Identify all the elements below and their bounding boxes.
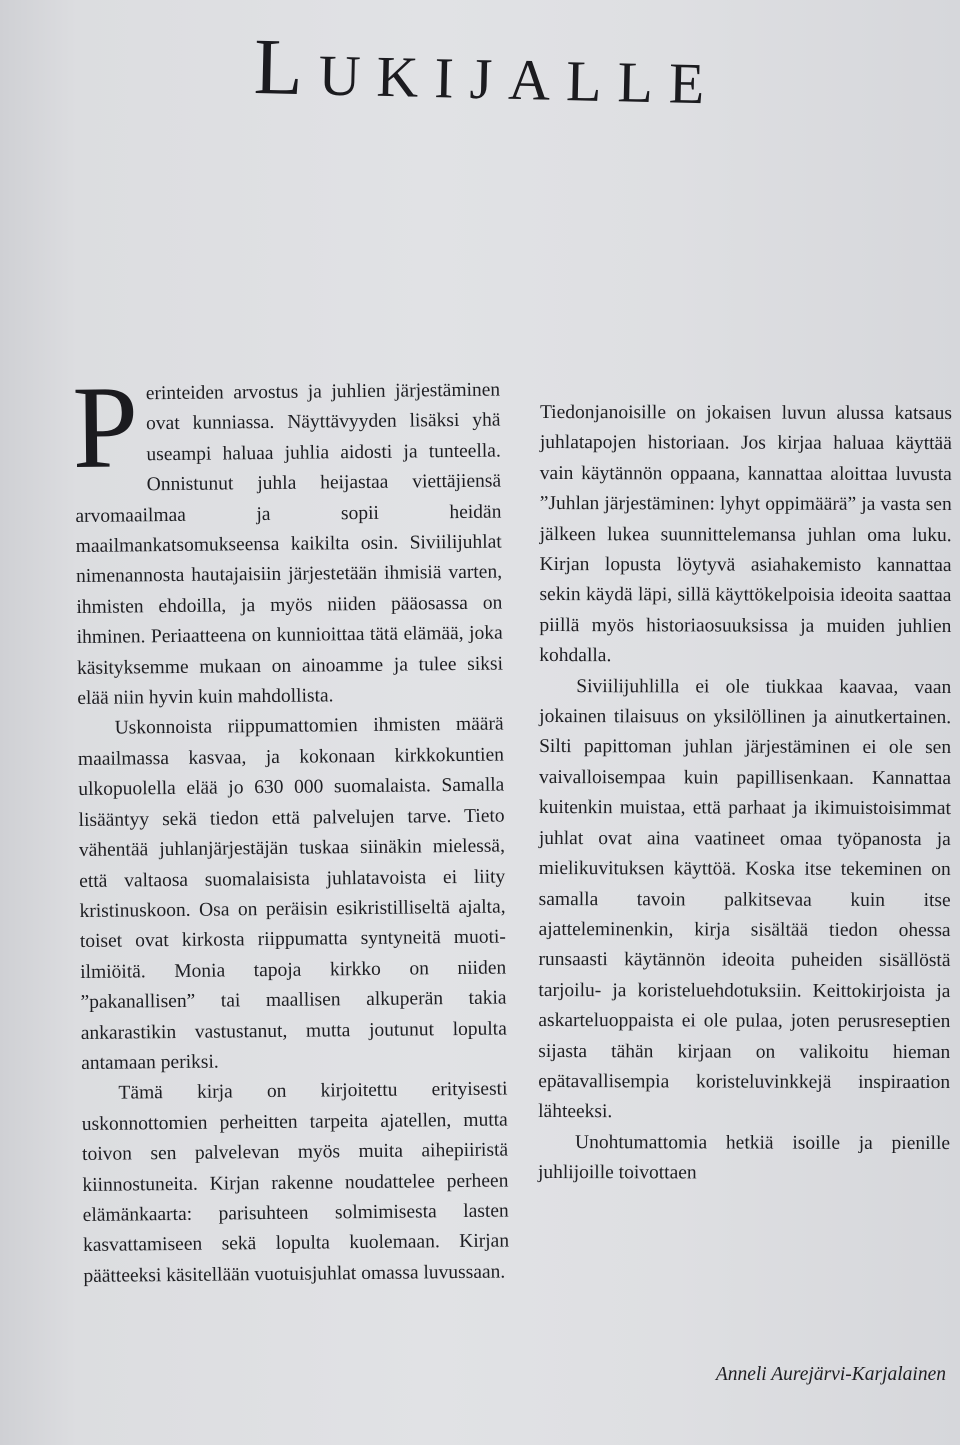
right-paragraph-3: Unohtumattomia hetkiä isoille ja pienille juhlijoille toivottaen: [537, 1131, 951, 1184]
author-signature: Anneli Aurejärvi-Karjalainen: [715, 1364, 946, 1385]
drop-cap: P: [71, 361, 139, 494]
title-rest: UKIJALLE: [317, 42, 722, 117]
left-paragraph-3: Tämä kirja on kirjoitettu erityisesti uskonnottomien perheitten tarpeita ajatellen, mutta toivon sen palvelevan myös muita aihepiiristä kiinnostuneita. Kirjan rakenne noudattelee perheen elämänkaarta: parisuhteen solmimisesta lasten kasvattamiseen sekä lopulta kuolemaan. Kirjan päätteeksi käsitellään vuotuisjuhlat omassa luvussaan.: [81, 1078, 510, 1287]
left-paragraph-1: [71, 361, 504, 715]
right-paragraph-2: Siviilijuhlilla ei ole tiukkaa kaavaa, vaan jokainen tilaisuus on yksilöllinen ja ainutkertainen. Silti papittoman juhlan järjestäminen ei ole sen vaivalloisempaa kuin papillisenkaan. Kannattaa kuitenkin muistaa, että parhaat ja ikimuistoisimmat juhlat ovat aina vaatineet omaa työpanosta ja mielikuvituksen käyttöä. Koska itse tekeminen on samalla tavoin palkitsevaa kuin itse ajatteleminenkin, kirja sisältää tiedon ohessa runsaasti käytännön ideoita puheiden sisällöstä tarjoilu- ja koristeluehdotuksiin. Keittokirjoista ja askarteluoppaista ei ole pulaa, joten perusreseptien sijasta tähän kirjaan on valikoitu hieman epätavallisempia koristeluvinkkejä inspiraation lähteeksi.: [538, 675, 952, 1123]
right-text-column: [538, 398, 952, 1190]
title-initial: L: [252, 22, 320, 113]
page-title: [252, 22, 722, 123]
left-paragraph-2: Uskonnoista riippumattomien ihmisten määrä maailmassa kasvaa, ja kokonaan kirkkokuntien ulkopuolella elää jo 630 000 suomalaista. Samalla lisääntyy sekä tiedon että palvelujen tarve. Tieto vähentää juhlanjärjestäjän tuskaa siinäkin mielessä, että valtaosa suomalaisista juhlatavoista ei liity kristinuskoon. Osa on peräisin esikristilliseltä ajalta, toiset ovat kirkosta riippumatta syntyneitä muoti-ilmiöitä. Monia tapoja kirkko on niiden ”pakanallisen” tai maallisen alkuperän takia ankarastikin vastustanut, mutta joutunut lopulta antamaan periksi.: [77, 713, 507, 1074]
left-text-column: [71, 361, 510, 1293]
right-paragraph-1: Tiedonjanoisille on jokaisen luvun alussa katsaus juhlatapojen historiaan. Jos kirjaa haluaa käyttää vain käytännön oppaana, kannattaa aloittaa luvusta ”Juhlan järjestäminen: lyhyt oppimäärä” ja vasta sen jälkeen lukea suunnittelemansa juhlan oma luku. Kirjan lopusta löytyvä asiahakemisto kannattaa sekin käydä läpi, sillä käyttökelpoisia ideoita saattaa piillä myös historiaosuuksissa ja muiden juhlien kohdalla.: [539, 402, 952, 667]
left-paragraph-1-text: erinteiden arvostus ja juhlien järjestäminen ovat kunniassa. Näyttävyyden lisäksi yhä useampi haluaa juhlia aidosti ja tunteella. Onnistunut juhla heijastaa viettäjiensä arvomaailmaa ja sopii heidän maailmankatsomukseensa kaikilta osin. Siviilijuhlat nimenannosta hautajaisiin järjestetään ihmisiä varten, ihmisten ehdoilla, ja myös niiden pääosassa on ihminen. Periaatteena on kunnioittaa tätä elämää, joka käsityksemme mukaan on ainoamme ja tulee siksi elää niin hyvin kuin mahdollista.: [75, 379, 504, 710]
